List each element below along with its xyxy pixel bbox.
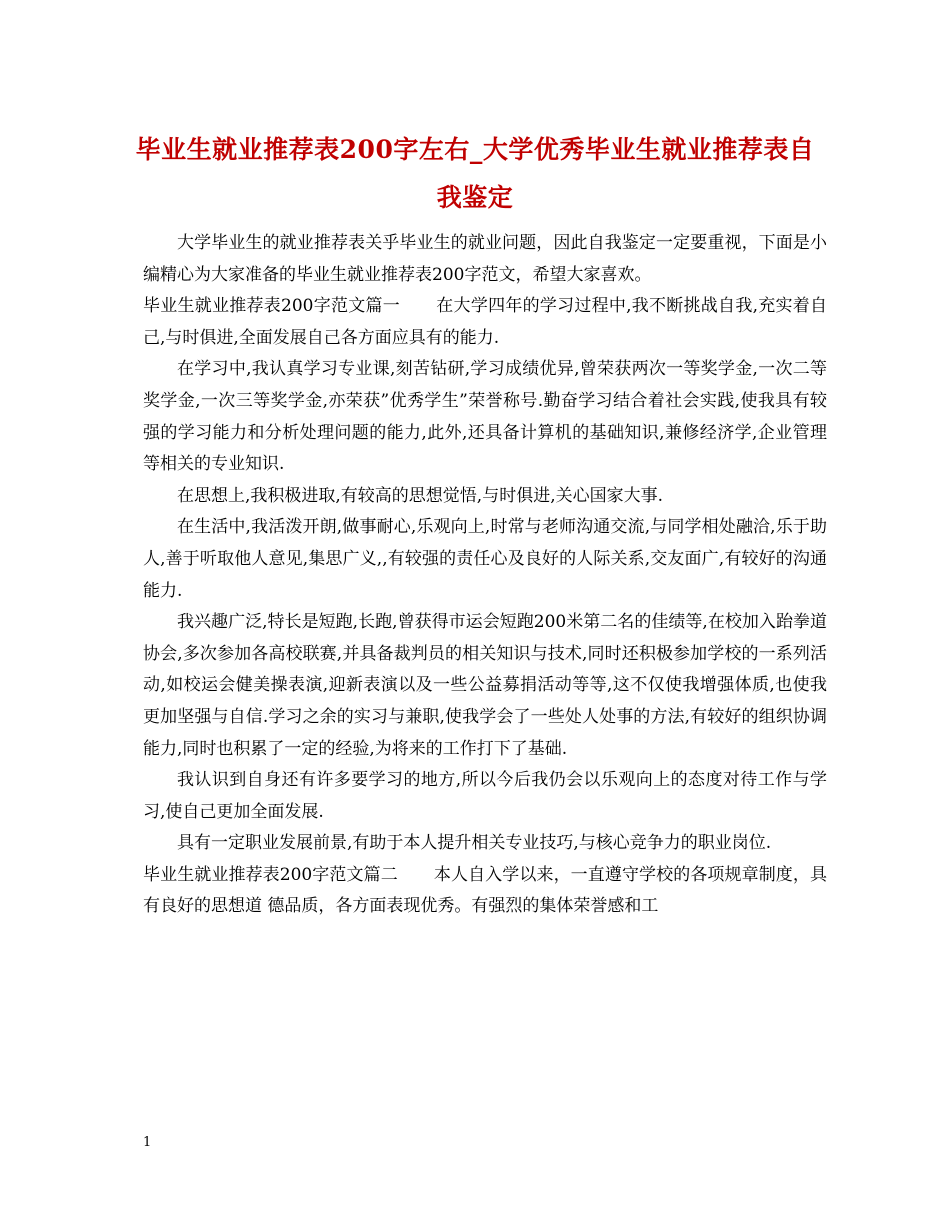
document-body [143, 228, 827, 923]
title-line-1: 毕业生就业推荐表200字左右_大学优秀毕业生就业推荐表自 [135, 135, 815, 164]
body-paragraph-life: 在生活中,我活泼开朗,做事耐心,乐观向上,时常与老师沟通交流,与同学相处融洽,乐于助人,善于听取他人意见,集思广义,,有较强的责任心及良好的人际关系,交友面广,有较好的沟通能力. [143, 517, 827, 601]
section-2-paragraph [143, 860, 827, 923]
page-number: 1 [143, 1135, 152, 1150]
body-paragraph-self-awareness: 我认识到自身还有许多要学习的地方,所以今后我仍会以乐观向上的态度对待工作与学习,使自己更加全面发展. [143, 770, 827, 822]
section-2-heading: 毕业生就业推荐表200字范文篇二 [143, 864, 398, 885]
title-line-2: 我鉴定 [436, 183, 514, 212]
section-2-text: 本人自入学以来，一直遵守学校的各项规章制度，具有良好的思想道 德品质，各方面表现优秀。有强烈的集体荣誉感和工 [143, 864, 828, 917]
body-paragraph-interests: 我兴趣广泛,特长是短跑,长跑,曾获得市运会短跑200米第二名的佳绩等,在校加入跆拳道协会,多次参加各高校联赛,并具备裁判员的相关知识与技术,同时还积极参加学校的一系列活动,如校运会健美操表演,迎新表演以及一些公益募捐活动等等,这不仅使我增强体质,也使我更加坚强与自信.学习之余的实习与兼职,使我学会了一些处人处事的方法,有较好的组织协调能力,同时也积累了一定的经验,为将来的工作打下了基础. [143, 612, 827, 759]
body-paragraph-career: 具有一定职业发展前景,有助于本人提升相关专业技巧,与核心竞争力的职业岗位. [177, 833, 772, 854]
body-paragraph-thought: 在思想上,我积极进取,有较高的思想觉悟,与时俱进,关心国家大事. [177, 485, 664, 506]
section-1-text: 在大学四年的学习过程中,我不断挑战自我,充实着自己,与时俱进,全面发展自己各方面应具有的能力. [143, 296, 828, 348]
section-1-paragraph [143, 291, 827, 354]
intro-paragraph: 大学毕业生的就业推荐表关乎毕业生的就业问题，因此自我鉴定一定要重视，下面是小编精心为大家准备的毕业生就业推荐表200字范文，希望大家喜欢。 [143, 233, 827, 285]
section-1-heading: 毕业生就业推荐表200字范文篇一 [143, 296, 401, 317]
body-paragraph-study: 在学习中,我认真学习专业课,刻苦钻研,学习成绩优异,曾荣获两次一等奖学金,一次二等奖学金,一次三等奖学金,亦荣获”优秀学生”荣誉称号.勤奋学习结合着社会实践,使我具有较强的学习能力和分析处理问题的能力,此外,还具备计算机的基础知识,兼修经济学,企业管理等相关的专业知识. [143, 359, 827, 475]
document-title [110, 126, 840, 222]
